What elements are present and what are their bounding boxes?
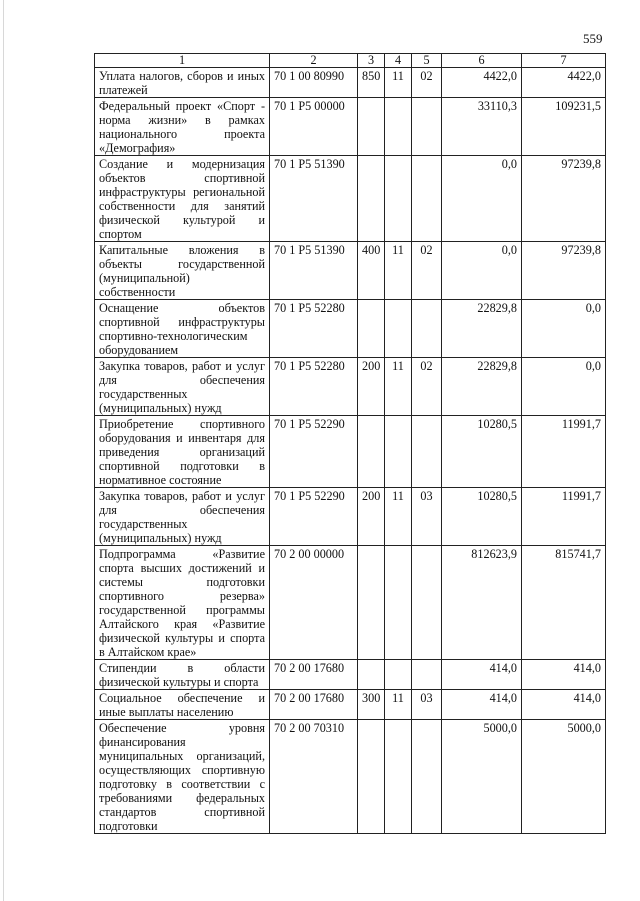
row-vr-cell <box>358 300 385 358</box>
row-vr-cell: 200 <box>358 488 385 546</box>
row-rz-cell: 11 <box>385 690 412 720</box>
row-pr-cell <box>412 98 442 156</box>
row-code-cell: 70 1 P5 52280 <box>270 358 358 416</box>
row-pr-cell <box>412 720 442 834</box>
row-sum-2020-cell: 414,0 <box>442 660 522 690</box>
row-code-cell: 70 1 P5 52280 <box>270 300 358 358</box>
header-cell: 6 <box>442 54 522 68</box>
row-sum-2021-cell: 11991,7 <box>522 416 606 488</box>
row-sum-2021-cell: 97239,8 <box>522 242 606 300</box>
table-row <box>95 358 606 416</box>
row-sum-2020-cell: 10280,5 <box>442 488 522 546</box>
row-sum-2020-cell: 0,0 <box>442 156 522 242</box>
page-number: 559 <box>583 31 603 46</box>
row-code-cell: 70 1 P5 52290 <box>270 488 358 546</box>
row-name-cell: Закупка товаров, работ и услуг для обеспечения государственных (муниципальных) нужд <box>95 358 270 416</box>
row-rz-cell <box>385 156 412 242</box>
row-name-cell: Приобретение спортивного оборудования и инвентаря для приведения организаций спортивной подготовки в нормативное состояние <box>95 416 270 488</box>
row-vr-cell: 200 <box>358 358 385 416</box>
row-sum-2021-cell: 0,0 <box>522 358 606 416</box>
row-vr-cell <box>358 546 385 660</box>
row-sum-2021-cell: 5000,0 <box>522 720 606 834</box>
row-sum-2020-cell: 22829,8 <box>442 300 522 358</box>
table-row <box>95 546 606 660</box>
row-pr-cell: 02 <box>412 358 442 416</box>
row-rz-cell: 11 <box>385 242 412 300</box>
row-vr-cell <box>358 98 385 156</box>
row-code-cell: 70 2 00 17680 <box>270 660 358 690</box>
row-name-cell: Стипендии в области физической культуры и спорта <box>95 660 270 690</box>
row-sum-2021-cell: 11991,7 <box>522 488 606 546</box>
header-cell: 2 <box>270 54 358 68</box>
row-code-cell: 70 2 00 17680 <box>270 690 358 720</box>
row-name-cell: Оснащение объектов спортивной инфраструктуры спортивно-технологическим оборудованием <box>95 300 270 358</box>
row-sum-2020-cell: 414,0 <box>442 690 522 720</box>
header-cell: 1 <box>95 54 270 68</box>
row-sum-2020-cell: 0,0 <box>442 242 522 300</box>
scan-edge-line <box>3 0 4 901</box>
row-sum-2020-cell: 4422,0 <box>442 68 522 98</box>
row-rz-cell <box>385 300 412 358</box>
row-name-cell: Обеспечение уровня финансирования муниципальных организаций, осуществляющих спортивную подготовку в соответствии с требованиями федеральных стандартов спортивной подготовки <box>95 720 270 834</box>
row-sum-2020-cell: 33110,3 <box>442 98 522 156</box>
row-pr-cell <box>412 546 442 660</box>
row-name-cell: Капитальные вложения в объекты государственной (муниципальной) собственности <box>95 242 270 300</box>
row-vr-cell <box>358 156 385 242</box>
row-sum-2021-cell: 815741,7 <box>522 546 606 660</box>
table-row <box>95 242 606 300</box>
row-sum-2021-cell: 414,0 <box>522 690 606 720</box>
row-pr-cell <box>412 660 442 690</box>
row-code-cell: 70 1 P5 51390 <box>270 242 358 300</box>
row-rz-cell <box>385 720 412 834</box>
row-code-cell: 70 1 P5 51390 <box>270 156 358 242</box>
table-header-row <box>95 54 606 68</box>
row-name-cell: Уплата налогов, сборов и иных платежей <box>95 68 270 98</box>
header-cell: 3 <box>358 54 385 68</box>
row-sum-2020-cell: 5000,0 <box>442 720 522 834</box>
row-code-cell: 70 1 P5 52290 <box>270 416 358 488</box>
row-rz-cell: 11 <box>385 358 412 416</box>
row-name-cell: Подпрограмма «Развитие спорта высших достижений и системы подготовки спортивного резерва» государственной программы Алтайского края «Развитие физической культуры и спорта в Алтайском крае» <box>95 546 270 660</box>
header-cell: 4 <box>385 54 412 68</box>
table-row <box>95 488 606 546</box>
row-rz-cell <box>385 98 412 156</box>
table-row <box>95 690 606 720</box>
row-code-cell: 70 1 P5 00000 <box>270 98 358 156</box>
row-vr-cell: 850 <box>358 68 385 98</box>
row-name-cell: Создание и модернизация объектов спортивной инфраструктуры региональной собственности для занятий физической культурой и спортом <box>95 156 270 242</box>
row-vr-cell <box>358 660 385 690</box>
row-sum-2020-cell: 22829,8 <box>442 358 522 416</box>
row-pr-cell <box>412 156 442 242</box>
table-row <box>95 416 606 488</box>
row-sum-2021-cell: 0,0 <box>522 300 606 358</box>
row-name-cell: Социальное обеспечение и иные выплаты населению <box>95 690 270 720</box>
row-pr-cell: 03 <box>412 690 442 720</box>
table-row <box>95 660 606 690</box>
row-pr-cell: 03 <box>412 488 442 546</box>
row-rz-cell <box>385 546 412 660</box>
row-rz-cell <box>385 416 412 488</box>
row-code-cell: 70 2 00 00000 <box>270 546 358 660</box>
row-sum-2021-cell: 97239,8 <box>522 156 606 242</box>
row-pr-cell: 02 <box>412 68 442 98</box>
header-cell: 5 <box>412 54 442 68</box>
row-sum-2020-cell: 812623,9 <box>442 546 522 660</box>
row-sum-2020-cell: 10280,5 <box>442 416 522 488</box>
row-vr-cell <box>358 720 385 834</box>
row-pr-cell <box>412 300 442 358</box>
row-rz-cell <box>385 660 412 690</box>
table-row <box>95 156 606 242</box>
row-vr-cell <box>358 416 385 488</box>
table-row <box>95 68 606 98</box>
row-name-cell: Закупка товаров, работ и услуг для обеспечения государственных (муниципальных) нужд <box>95 488 270 546</box>
budget-table <box>94 53 606 834</box>
header-cell: 7 <box>522 54 606 68</box>
row-code-cell: 70 1 00 80990 <box>270 68 358 98</box>
row-vr-cell: 300 <box>358 690 385 720</box>
row-rz-cell: 11 <box>385 488 412 546</box>
row-rz-cell: 11 <box>385 68 412 98</box>
row-sum-2021-cell: 4422,0 <box>522 68 606 98</box>
row-vr-cell: 400 <box>358 242 385 300</box>
row-sum-2021-cell: 414,0 <box>522 660 606 690</box>
row-pr-cell <box>412 416 442 488</box>
row-code-cell: 70 2 00 70310 <box>270 720 358 834</box>
row-pr-cell: 02 <box>412 242 442 300</box>
row-sum-2021-cell: 109231,5 <box>522 98 606 156</box>
table-row <box>95 98 606 156</box>
row-name-cell: Федеральный проект «Спорт - норма жизни» в рамках национального проекта «Демография» <box>95 98 270 156</box>
table-row <box>95 300 606 358</box>
table-row <box>95 720 606 834</box>
